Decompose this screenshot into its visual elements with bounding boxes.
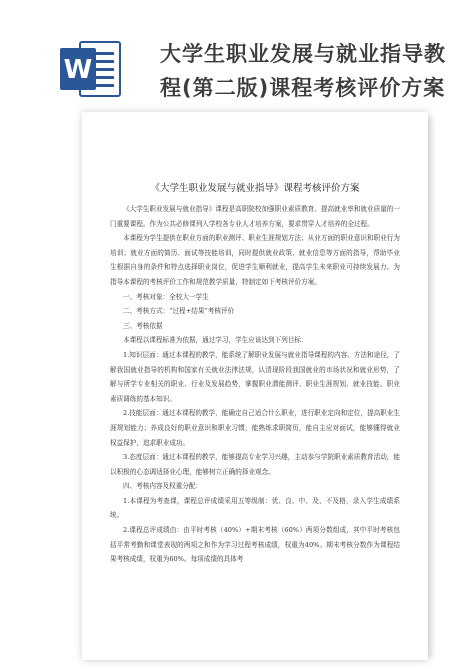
paragraph: 2.技能层面：通过本课程的教学，能确定自己适合什么职业，进行职业定向和定位，提高职业生涯规划能力；养成良好的职业意识和职业习惯，能熟练求职简历，能自主应对面试，能够懂得就业权益保护，追求职业成功。 <box>110 409 400 447</box>
paragraph: 四、考核内容及权重分配： <box>123 482 203 491</box>
document-title: 《大学生职业发展与就业指导》课程考核评价方案 <box>150 183 360 194</box>
word-icon <box>58 36 124 102</box>
document-page <box>82 112 428 660</box>
paragraph: 1.知识层面：通过本课程的教学，能系统了解职业发展与就业指导课程的内容、方法和途径，了解我国就业指导的机构和国家有关就业法律法规，认清现阶段我国就业的市场状况和就业形势，了解与所学专业相关的职业、行业及发展趋势，掌握职业潜能测评、职业生涯规划、就业技能、职业素质调练的基本知识。 <box>110 350 400 403</box>
paragraph: 1.本课程为考查课，课程总评成绩采用五等级制：优、良、中、及、不及格，录入学生成绩系统。 <box>110 496 400 520</box>
paragraph: 二、考核方式：“过程+结果”考核评价 <box>123 307 235 316</box>
page-title-line-2: 程(第二版)课程考核评价方案 <box>160 76 446 100</box>
paragraph: 本课程以课程标准为依据，通过学习，学生应该达到下列目标： <box>123 336 308 345</box>
word-icon-letter: W <box>63 55 93 85</box>
paragraph: 本课程为学生提供在职业方面的职业测评、职业生涯规划方法；从业方面的职业意识和职业行为培训；就业方面的简历、面试等技能培训，同时提供就业政策、就业信息等方面的指导，帮助毕业生根据自身的条件和特点选择职业岗位，促进学生顺利就业，提高学生未来职业可持续发展力。为指导本课程的考核评价工作和规范教学质量，特制定如下考核评价方案。 <box>110 234 400 286</box>
paragraph: 《大学生职业发展与就业指导》课程是高职院校加强职业素质教育、提高就业率和就业质量的一门重要课程。作为公共必修课列入学校各专业人才培养方案，要求贯穿人才培养的全过程。 <box>110 205 400 228</box>
paragraph: 一、考核对象：全校大一学生 <box>123 292 209 301</box>
document-body <box>110 182 400 567</box>
paragraph: 3.态度层面：通过本课程的教学，能够提高专业学习兴趣，主动参与学院职业素质教育活动，能以积极的心态调适择业心理，能够树立正确的择业观念。 <box>110 453 400 476</box>
paragraph: 2.课程总评成绩由：由平时考核（40%）+期末考核（60%）两项分数组成，其中平时考核包括平常考勤和课堂表现的两项之和作为学习过程考核成绩，权重为40%。期末考核分数作为课程结果考核成绩，权重为60%。每项成绩的具体考 <box>110 526 400 564</box>
paragraph: 三、考核依据 <box>123 321 163 330</box>
header <box>0 0 474 120</box>
page-title-line-1: 大学生职业发展与就业指导教 <box>160 42 446 66</box>
bottom-fade <box>82 590 428 660</box>
